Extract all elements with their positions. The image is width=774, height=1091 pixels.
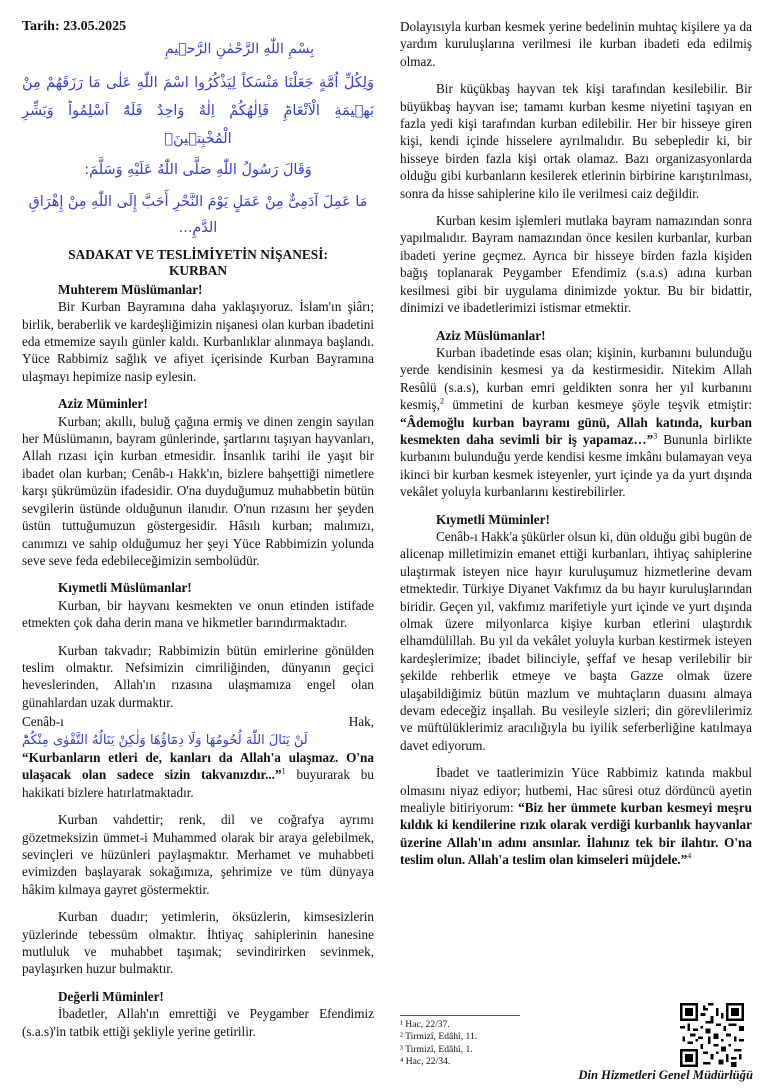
paragraph: İbadetler, Allah'ın emrettiği ve Peygamber Efendimiz (s.a.s)'in tatbik ettiği şekliyle yerine getirilir. <box>22 1006 374 1039</box>
paragraph: Kurban, bir hayvanı kesmekten ve onun etinden istifade etmekten çok daha derin mana ve hikmetler barındırmaktadır. <box>22 597 374 631</box>
paragraph: Kurban vahdettir; renk, dil ve coğrafya ayrımı gözetmeksizin ümmet-i Muhammed olarak bir araya gelebilmek, sevinçleri ve hüzünleri paylaşmaktır. Merhamet ve muhabbeti evimizden başlayarak sokağımıza, şehrimize ve tüm dünyaya hâkim kılmaya gayret göstermektir. <box>22 812 374 897</box>
paragraph: Cenâb-ı Hakk'a şükürler olsun ki, dün olduğu gibi bugün de alicenap milletimizin emanet ettiği kurbanları, ihtiyaç sahiplerine ulaştırmak isteyen nice hayır kuruluşumuz hizmetlerine devam etmektedir. Türkiye Diyanet Vakfımız da bu hayır kuruluşlarından biridir. Geçen yıl, vakfımız marifetiyle yurt içinde ve yurt dışında olmak üzere milyonlarca kişiye kurban etlerini ulaştırdık elhamdülillah. Bu yıl da vekâlet yoluyla kurban kestirmek isteyen kardeşlerimize; ibadet bilinciyle, şeffaf ve hesap verilebilir bir şekilde rehberlik etmeye ve başta Gazze olmak üzere ulaşabildiğimiz bütün mazlum ve muhtaçların duasını almaya devam edeceğiz inşallah. Bu vesileyle sizleri; din görevlilerimiz ve müftülüklerimiz aracılığıyla bu iyilik seferberliğine katılmaya davet ediyorum. <box>400 528 752 753</box>
footnote-ref: 2 <box>439 396 444 406</box>
footnote: ³ Tirmizî, Edâhî, 1. <box>400 1043 473 1055</box>
quote: “Kurbanların etleri de, kanları da Allah'a ulaşmaz. O'na ulaşacak olan sadece sizin takvanızdır...” <box>22 749 374 783</box>
text-span: ümmetini de kurban kesmeye şöyle teşvik etmiştir: <box>443 397 752 413</box>
footnote-ref: 1 <box>281 766 286 776</box>
paragraph <box>400 764 752 868</box>
footnotes <box>400 1015 630 1069</box>
opening-hadith: مَا عَمِلَ آدَمِىٌّ مِنْ عَمَلٍ يَوْمَ النَّحْرِ أَحَبَّ إِلَى اللّٰهِ مِنْ إِهْرَاقِ الدَّمِ... <box>28 193 368 236</box>
paragraph: Kurban kesim işlemleri mutlaka bayram namazından sonra yapılmalıdır. Bayram namazından önce kesilen kurbanlar, kurban ibadeti yerine geçmez. Ayrıca bir hisseye birden fazla kişiden bağış toplanarak Peygamber Efendimiz (s.a.s) adına kurban kesilmesi gibi bir uygulama dinimizde yoktur. Bu bir bidattir, dinimizi ve ibadetlerimizi istismar etmektir. <box>400 213 752 316</box>
paragraph: Kurban; akıllı, buluğ çağına ermiş ve dinen zengin sayılan her Müslümanın, bayram günlerinde, şartlarını taşıyan hayvanları, Allah rızası için kurban etmesidir. İnsanlık tarihi ile yaşıt bir ibadet olan kurban; Cenâb-ı Hakk'ın, bizlere bahşettiği nimetlere karşı şükrümüzün ifadesidir. O'na duyduğumuz muhabbetin bütün sevgilerin üstünde olduğunun ilanıdır. O'nun rızasını her şeyden üstün tuttuğumuzun göstergesidir. Hâsılı kurban; malımızı, canımızı ve sahip olduğumuz her şeyi Yüce Rabbimizin yolunda seve seve feda edebileceğimizin sembolüdür. <box>22 413 374 568</box>
footnote: ⁴ Hac, 22/34. <box>400 1056 451 1068</box>
qr-code-icon <box>680 1003 744 1067</box>
paragraph: Bir Kurban Bayramına daha yaklaşıyoruz. İslam'ın şiârı; birlik, beraberlik ve kardeşliğimizin nişanesi olan kurban ibadetini eda etmemize sayılı günler kaldı. Kurbanlıklar alınmaya başlandı. Yüce Rabbimiz sağlık ve afiyet içerisinde Kurban Bayramına ulaşmayı hepimize nasip eylesin. <box>22 299 374 384</box>
signature: Din Hizmetleri Genel Müdürlüğü <box>578 1068 753 1082</box>
text-span: Kurban ibadetinde esas olan; kişinin, kurbanını bulunduğu yerde kendisinin kesmesi ya da kestirmesidir. Nitekim Allah Resûlü (s.a.s), kurban emri geldikten sonra her yıl kurbanını kesmiş, <box>400 344 752 413</box>
heading: Aziz Müslümanlar! <box>436 327 546 343</box>
hadith-intro: وَقَالَ رَسُولُ اللّٰهِ صَلَّى اللّٰهُ عَلَيْهِ وَسَلَّمَ: <box>84 161 312 178</box>
text-span: İbadet ve taatlerimizin Yüce Rabbimiz katında makbul olmasını niyaz ediyor; hutbemi, Hac sûresi otuz dördüncü ayetin mealiyle bitiriyorum: <box>400 765 752 816</box>
footnote-divider <box>400 1015 520 1016</box>
title-line-1: SADAKAT VE TESLİMİYETİN NİŞANESİ: <box>68 246 328 262</box>
paragraph <box>400 344 752 501</box>
page-title <box>22 247 374 279</box>
title-line-2: KURBAN <box>168 262 228 278</box>
quote: “Âdemoğlu kurban bayramı günü, Allah katında, kurban kesmekten daha sevimli bir iş yapamaz…” <box>400 414 752 447</box>
footnote-ref: 3 <box>653 431 658 441</box>
opening-ayah: وَلِكُلِّ اُمَّةٍ جَعَلْنَا مَنْسَكاً لِيَذْكُرُوا اسْمَ اللّٰهِ عَلٰى مَا رَزَقَهُمْ مِنْ بَه۪يمَةِ الْاَنْعَامِؕ فَاِلٰهُكُمْ اِلٰهٌ وَاحِدٌ فَلَهُٓ اَسْلِمُواؕ وَبَشِّرِ الْمُخْبِت۪ينَۙ <box>22 74 374 147</box>
paragraph: Kurban duadır; yetimlerin, öksüzlerin, kimsesizlerin yüzlerinde tebessüm olmaktır. İhtiyaç sahiplerinin hanesine mutluluk ve muhabbet taşımak; sevindirirken sevinmek, paylaşırken huzur bulmaktır. <box>22 909 374 977</box>
left-column <box>22 18 374 1050</box>
citation-prefix: Cenâb-ı Hak, <box>22 714 374 730</box>
footnote: ² Tirmizî, Edâhî, 11. <box>400 1031 478 1043</box>
paragraph: Dolayısıyla kurban kesmek yerine bedelinin muhtaç kişilere ya da yardım kuruluşlarına verilmesi ile kurban ibadeti eda edilmiş olmaz. <box>400 19 752 69</box>
inline-arabic-ayah: لَنْ يَنَالَ اللّٰهَ لُحُومُهَا وَلَا دِمَٓاؤُهَا وَلٰكِنْ يَنَالُهُ التَّقْوٰى مِنْكُمْؕ <box>22 732 308 748</box>
date-label: Tarih: 23.05.2025 <box>22 19 127 34</box>
heading: Aziz Müminler! <box>58 396 148 412</box>
paragraph: Bir küçükbaş hayvan tek kişi tarafından kesilebilir. Bir büyükbaş hayvan ise; tamamı kurban kesme niyetini taşıyan en fazla yedi kişi tarafından kurban edilebilir. Her bir hisseye giren kişi, kendi içinde hisselere ayrılmalıdır. Bu sebepledir ki, bir hisseye birden fazla kişi ortak olamaz. Bazı organizasyonlarda olduğu gibi kurbanların kesilerek etlerinin birbirine karıştırılması, sonra da hisse sahiplerine kilo ile verilmesi caiz değildir. <box>400 81 752 201</box>
citation-suffix: buyurarak bu hakikati bizlere hatırlatmaktadır. <box>22 767 374 800</box>
closing-quote: “Biz her ümmete kurban kesmeyi meşru kıldık ki kendilerine rızık olarak verdiği kurbanlık hayvanlar üzerine Allah'ın adını ansınlar. İlahınız tek bir ilahtır. O'na teslim olun. Allah'a teslim olan kimseleri müjdele.” <box>400 800 752 868</box>
footnote-ref: 4 <box>687 851 692 861</box>
paragraph: Kurban takvadır; Rabbimizin bütün emirlerine gönülden teslim olmaktır. Nefsimizin cimriliğinden, dünyanın geçici heveslerinden, Allah'ın rızasına ulaşmamıza engel olan günahlardan uzak durmaktır. <box>22 642 374 710</box>
heading: Kıymetli Müminler! <box>436 511 550 527</box>
heading: Muhterem Müslümanlar! <box>58 281 203 297</box>
basmala: بِسْمِ اللّٰهِ الرَّحْمٰنِ الرَّح۪يمِ <box>164 41 314 58</box>
quran-citation-paragraph <box>22 713 374 801</box>
heading: Kıymetli Müslümanlar! <box>58 580 192 596</box>
text-span: Bununla birlikte kurbanını bulunduğu yerde kendisi kesme imkânı bulamayan veya ikinci bir kurban kesmek isteyenler, yurt içinde ya da yurt dışında vekâlet yoluyla kurbanlarını kestirebilirler. <box>400 431 752 500</box>
footnote: ¹ Hac, 22/37. <box>400 1019 450 1030</box>
heading: Değerli Müminler! <box>58 988 164 1004</box>
right-column <box>400 18 752 879</box>
